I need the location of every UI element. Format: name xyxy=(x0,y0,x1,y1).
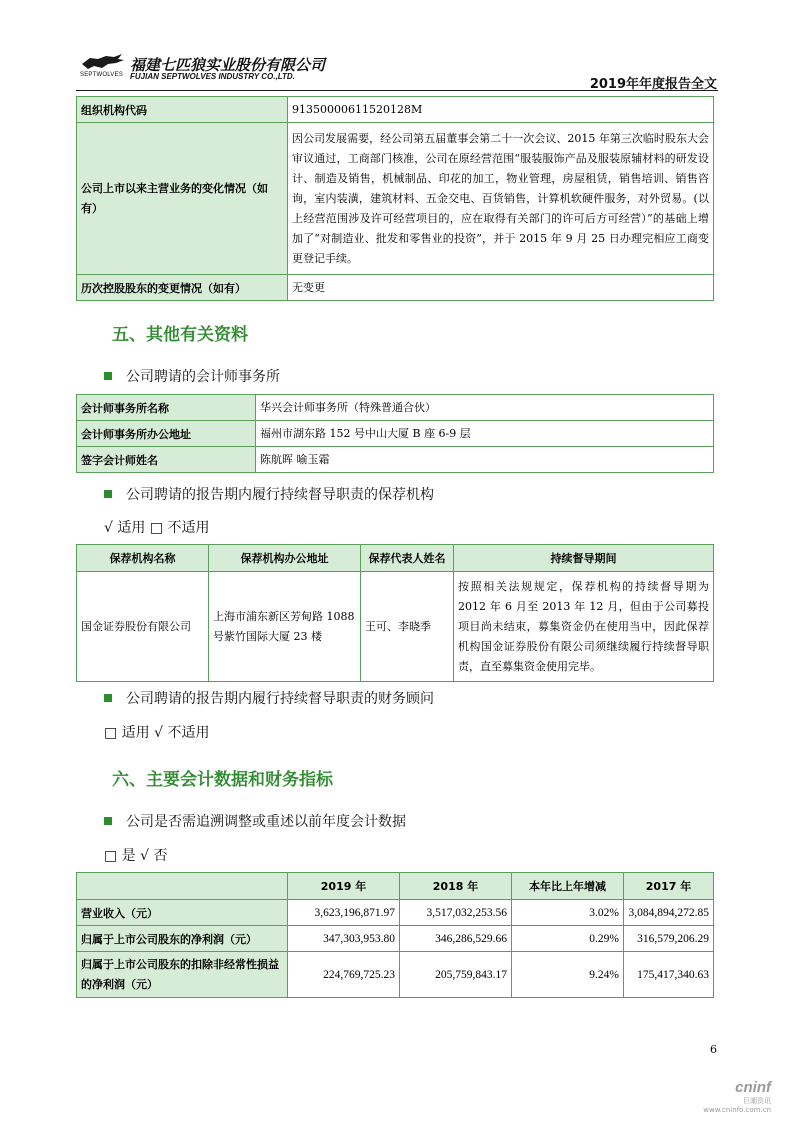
table-row xyxy=(77,421,714,447)
cninfo-watermark-cn: 巨潮资讯 xyxy=(743,1097,771,1105)
fin-cell: 3,517,032,253.56 xyxy=(400,900,512,926)
fin-cell: 175,417,340.63 xyxy=(624,952,714,998)
fin-row-label: 营业收入（元） xyxy=(77,900,288,926)
advisor-heading xyxy=(104,688,434,708)
cninfo-watermark: cninf xyxy=(735,1079,771,1096)
basic-info-table xyxy=(76,96,714,301)
table-row xyxy=(77,572,714,682)
fin-cell: 3,623,196,871.97 xyxy=(288,900,400,926)
sponsor-table xyxy=(76,544,714,682)
accountant-name-label: 会计师事务所名称 xyxy=(77,395,256,421)
accountant-heading-text: 公司聘请的会计师事务所 xyxy=(126,369,280,385)
financial-table xyxy=(76,872,714,998)
sponsor-header-period: 持续督导期间 xyxy=(454,545,714,572)
sponsor-period: 按照相关法规规定，保荐机构的持续督导期为 2012 年 6 月至 2013 年 12 月，但由于公司募投项目尚未结束，募集资金仍在使用当中，因此保荐机构国金证券股份有限公司须继续履行持续督导职责，直至募集资金使用完毕。 xyxy=(454,572,714,682)
restate-heading-text: 公司是否需追溯调整或重述以前年度会计数据 xyxy=(126,814,406,830)
accountant-signers-value: 陈航晖 喻玉霜 xyxy=(256,447,714,473)
accountant-address-label: 会计师事务所办公地址 xyxy=(77,421,256,447)
table-row xyxy=(77,447,714,473)
header-divider xyxy=(76,90,718,91)
advisor-heading-text: 公司聘请的报告期内履行持续督导职责的财务顾问 xyxy=(126,691,434,707)
org-code-label: 组织机构代码 xyxy=(77,97,288,123)
fin-cell: 0.29% xyxy=(512,926,624,952)
table-row xyxy=(77,873,714,900)
fin-header-2017: 2017 年 xyxy=(624,873,714,900)
sponsor-name: 国金证券股份有限公司 xyxy=(77,572,209,682)
accountant-heading xyxy=(104,366,280,386)
fin-header-blank xyxy=(77,873,288,900)
report-title: 2019年年度报告全文 xyxy=(589,77,717,92)
square-bullet-icon xyxy=(104,372,112,380)
controller-change-label: 历次控股股东的变更情况（如有） xyxy=(77,275,288,301)
accountant-signers-label: 签字会计师姓名 xyxy=(77,447,256,473)
cninfo-watermark-url: www.cninfo.com.cn xyxy=(703,1106,771,1114)
fin-cell: 3.02% xyxy=(512,900,624,926)
org-code-value: 91350000611520128M xyxy=(288,97,714,123)
square-bullet-icon xyxy=(104,490,112,498)
sponsor-representatives: 王可、李晓季 xyxy=(361,572,454,682)
advisor-option: □ 适用 √ 不适用 xyxy=(104,725,210,741)
fin-cell: 224,769,725.23 xyxy=(288,952,400,998)
restate-heading xyxy=(104,811,406,831)
fin-header-2018: 2018 年 xyxy=(400,873,512,900)
fin-row-label: 归属于上市公司股东的净利润（元） xyxy=(77,926,288,952)
accountant-name-value: 华兴会计师事务所（特殊普通合伙） xyxy=(256,395,714,421)
restate-option: □ 是 √ 否 xyxy=(104,848,168,864)
table-row xyxy=(77,900,714,926)
table-row xyxy=(77,926,714,952)
company-name-cn: 福建七匹狼实业股份有限公司 xyxy=(130,56,326,74)
sponsor-heading-text: 公司聘请的报告期内履行持续督导职责的保荐机构 xyxy=(126,487,434,503)
accountant-address-value: 福州市湖东路 152 号中山大厦 B 座 6-9 层 xyxy=(256,421,714,447)
logo-text: SEPTWOLVES xyxy=(80,72,123,78)
fin-header-change: 本年比上年增减 xyxy=(512,873,624,900)
fin-header-2019: 2019 年 xyxy=(288,873,400,900)
table-row xyxy=(77,952,714,998)
sponsor-address: 上海市浦东新区芳甸路 1088 号紫竹国际大厦 23 楼 xyxy=(209,572,361,682)
fin-cell: 9.24% xyxy=(512,952,624,998)
section5-title: 五、其他有关资料 xyxy=(112,325,248,345)
square-bullet-icon xyxy=(104,694,112,702)
cninfo-watermark-sub xyxy=(703,1096,771,1114)
page-number: 6 xyxy=(710,1043,717,1056)
business-change-value: 因公司发展需要，经公司第五届董事会第二十一次会议、2015 年第三次临时股东大会审议通过，工商部门核准，公司在原经营范围“服装服饰产品及服装原辅材料的研发设计、制造及销售，机械制品、印花的加工，物业管理，房屋租赁，销售培训、销售咨询，室内装潢，建筑材料、五金交电、百货销售，计算机软硬件服务，对外贸易。(以上经营范围涉及许可经营项目的，应在取得有关部门的许可后方可经营）”的基础上增加了“对制造业、批发和零售业的投资”，并于 2015 年 9 月 25 日办理完相应工商变更登记手续。 xyxy=(288,123,714,275)
table-row xyxy=(77,395,714,421)
fin-cell: 3,084,894,272.85 xyxy=(624,900,714,926)
square-bullet-icon xyxy=(104,817,112,825)
sponsor-heading xyxy=(104,484,434,504)
controller-change-value: 无变更 xyxy=(288,275,714,301)
fin-cell: 205,759,843.17 xyxy=(400,952,512,998)
sponsor-option: √ 适用 □ 不适用 xyxy=(104,520,210,536)
fin-row-label: 归属于上市公司股东的扣除非经常性损益的净利润（元） xyxy=(77,952,288,998)
section6-title: 六、主要会计数据和财务指标 xyxy=(112,770,333,790)
sponsor-header-address: 保荐机构办公地址 xyxy=(209,545,361,572)
fin-cell: 347,303,953.80 xyxy=(288,926,400,952)
table-row xyxy=(77,97,714,123)
table-row xyxy=(77,123,714,275)
table-row xyxy=(77,545,714,572)
company-name-en: FUJIAN SEPTWOLVES INDUSTRY CO.,LTD. xyxy=(130,72,295,81)
sponsor-header-reps: 保荐代表人姓名 xyxy=(361,545,454,572)
sponsor-header-name: 保荐机构名称 xyxy=(77,545,209,572)
fin-cell: 346,286,529.66 xyxy=(400,926,512,952)
accountant-table xyxy=(76,394,714,473)
fin-cell: 316,579,206.29 xyxy=(624,926,714,952)
business-change-label: 公司上市以来主营业务的变化情况（如有） xyxy=(77,123,288,275)
table-row xyxy=(77,275,714,301)
